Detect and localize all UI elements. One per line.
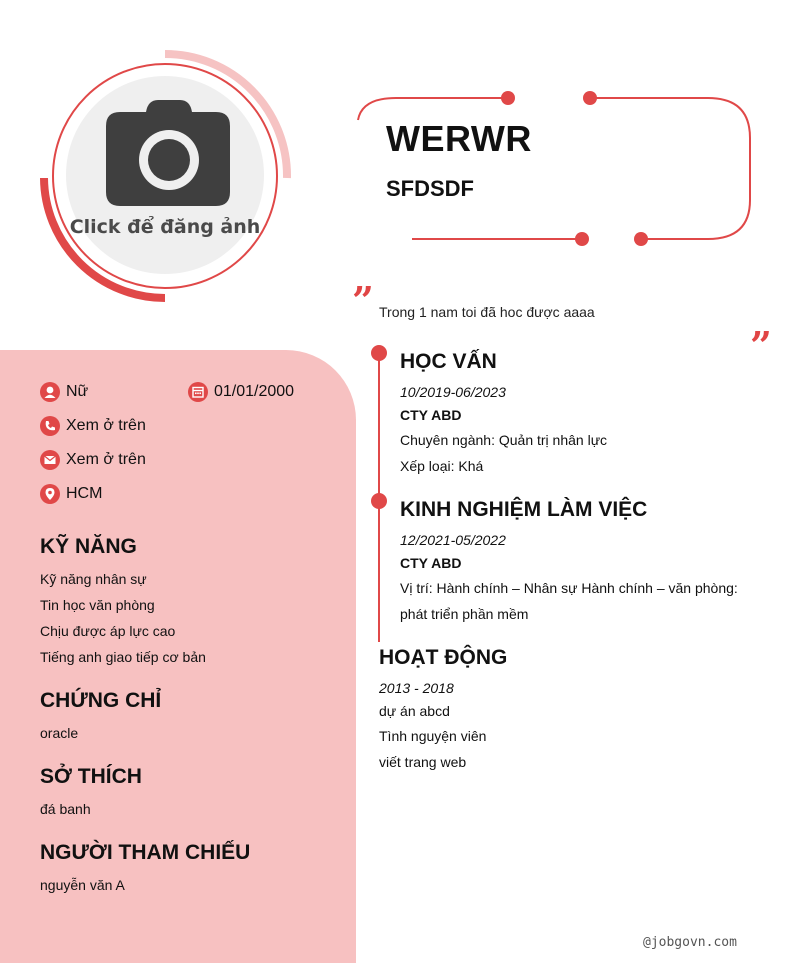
education-title: HỌC VẤN: [400, 350, 497, 373]
activity-line: dự án abcd: [379, 703, 450, 719]
education-org: CTY ABD: [400, 407, 462, 423]
timeline-dot: [371, 493, 387, 509]
certificate-item: oracle: [40, 725, 79, 741]
mail-icon: [40, 450, 60, 470]
references-title: NGƯỜI THAM CHIẾU: [40, 841, 251, 864]
quote-open-icon: ”: [352, 278, 374, 323]
skills-title: KỸ NĂNG: [40, 535, 137, 558]
timeline-dot: [371, 345, 387, 361]
address-row: [40, 484, 102, 504]
avatar: [38, 48, 294, 304]
activities-date: 2013 - 2018: [379, 680, 454, 696]
location-pin-icon: [40, 484, 60, 504]
skill-item: Tiếng anh giao tiếp cơ bản: [40, 649, 206, 665]
reference-item: nguyễn văn A: [40, 877, 125, 893]
phone-icon: [40, 416, 60, 436]
skill-item: Tin học văn phòng: [40, 597, 155, 613]
activity-line: viết trang web: [379, 754, 467, 770]
calendar-icon: [188, 382, 208, 402]
avatar-caption: Click để đăng ảnh: [69, 216, 261, 238]
birthday-row: [188, 382, 294, 402]
address-value: HCM: [66, 485, 103, 502]
email-row: [40, 450, 146, 470]
skill-item: Chịu được áp lực cao: [40, 623, 176, 639]
experience-date: 12/2021-05/2022: [400, 532, 506, 548]
hobby-item: đá banh: [40, 801, 91, 817]
education-line: Xếp loại: Khá: [400, 458, 484, 474]
gender-row: [40, 382, 88, 402]
email-value: Xem ở trên: [66, 451, 146, 468]
activities-title: HOẠT ĐỘNG: [379, 646, 508, 669]
camera-icon: [106, 98, 232, 208]
watermark: @jobgovn.com: [643, 935, 737, 950]
objective-text: Trong 1 nam toi đã hoc được aaaa: [379, 304, 595, 320]
experience-org: CTY ABD: [400, 555, 462, 571]
phone-row: [40, 416, 146, 436]
gender-value: Nữ: [66, 383, 89, 400]
name-frame: [350, 90, 760, 250]
experience-line: Vị trí: Hành chính – Nhân sự Hành chính – văn phòng:: [400, 580, 738, 596]
experience-line: phát triển phần mềm: [400, 606, 529, 622]
skill-item: Kỹ năng nhân sự: [40, 571, 147, 587]
birthday-value: 01/01/2000: [214, 383, 295, 400]
hobbies-title: SỞ THÍCH: [40, 765, 142, 788]
education-date: 10/2019-06/2023: [400, 384, 506, 400]
quote-close-icon: ”: [750, 323, 772, 368]
phone-value: Xem ở trên: [66, 417, 146, 434]
avatar-upload[interactable]: [66, 76, 264, 274]
job-title: SFDSDF: [386, 176, 474, 201]
education-line: Chuyên ngành: Quản trị nhân lực: [400, 432, 608, 448]
experience-title: KINH NGHIỆM LÀM VIỆC: [400, 498, 648, 521]
user-icon: [40, 382, 60, 402]
activity-line: Tình nguyện viên: [379, 728, 487, 744]
certificates-title: CHỨNG CHỈ: [40, 689, 162, 712]
candidate-name: WERWR: [386, 118, 532, 159]
